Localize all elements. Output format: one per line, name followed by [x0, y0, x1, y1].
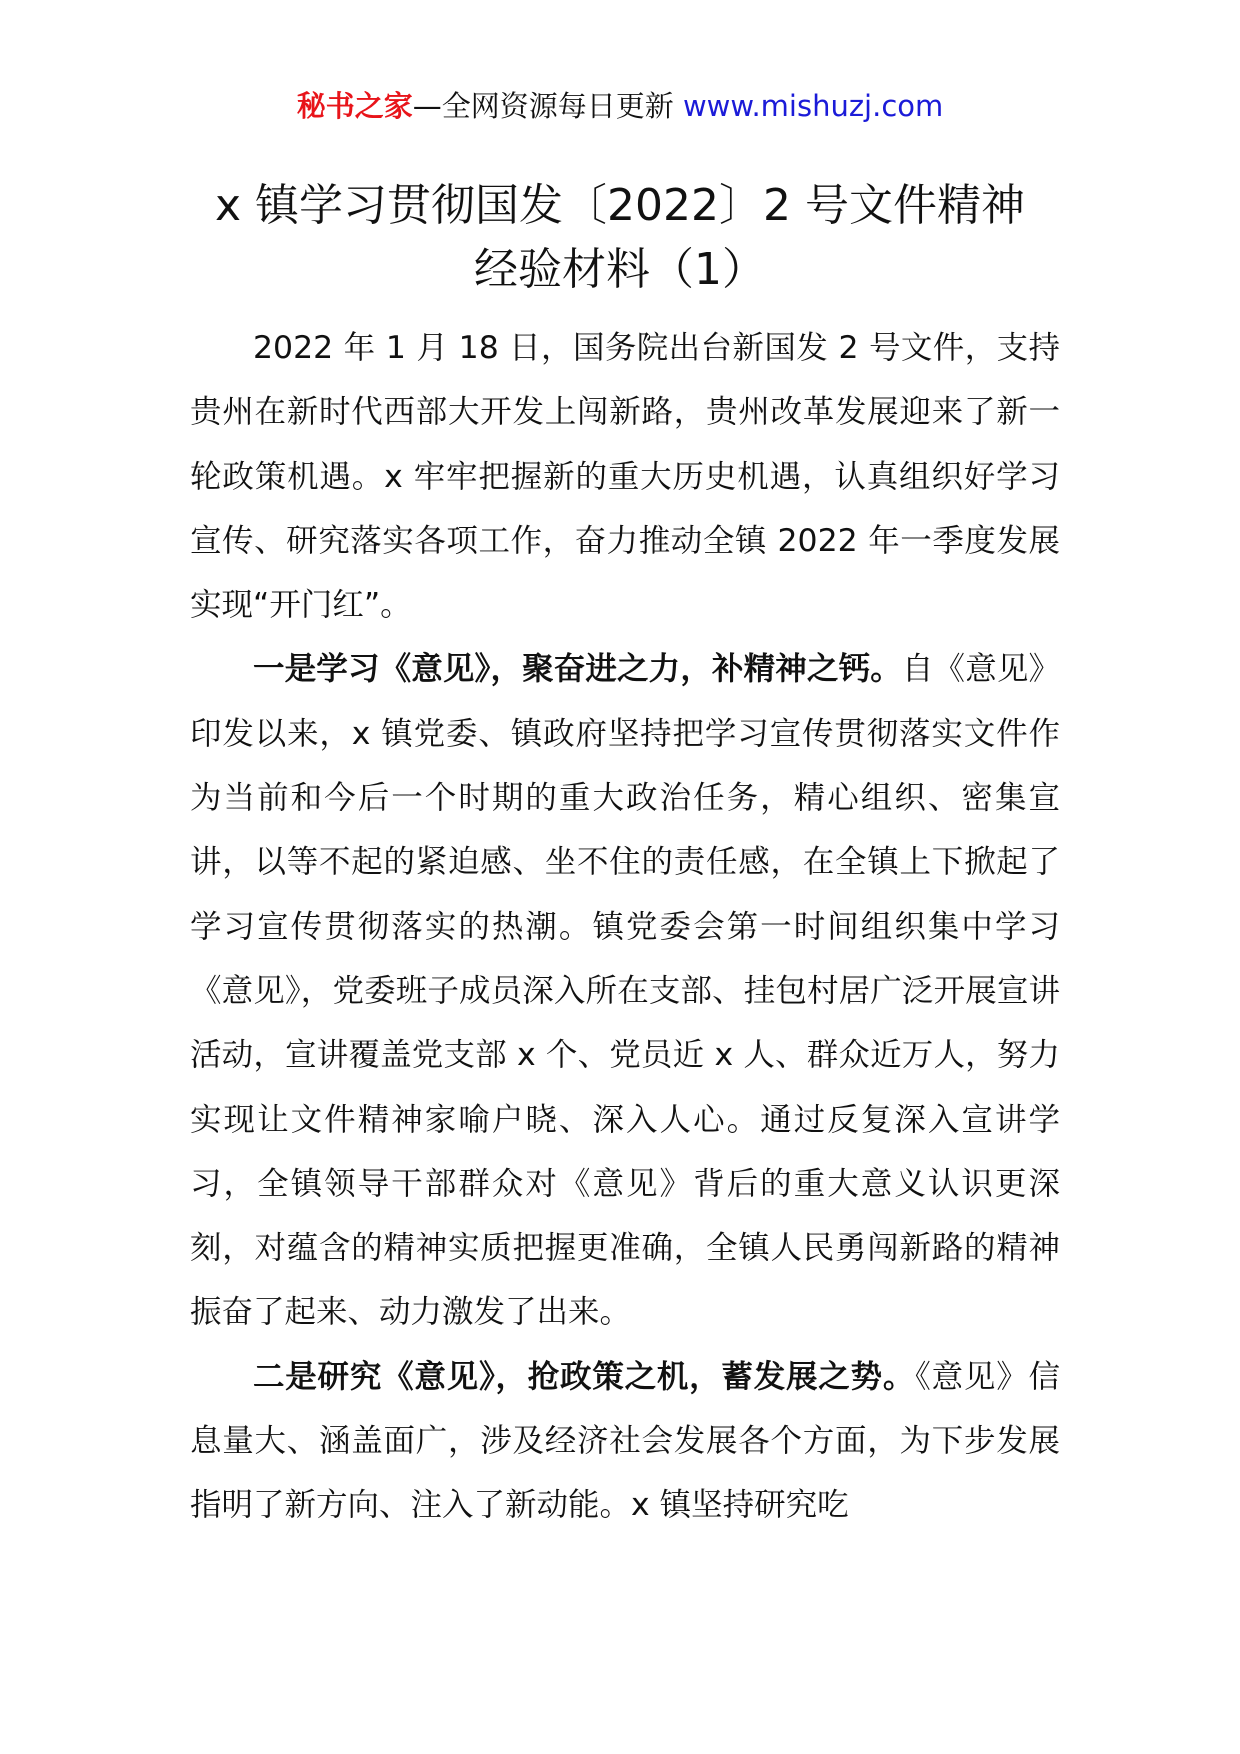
paragraph-heading: 二是研究《意见》，抢政策之机，蓄发展之势。 [253, 1358, 916, 1395]
title-line-1: x 镇学习贯彻国发〔2022〕2 号文件精神 [215, 180, 1025, 231]
paragraph-intro [190, 316, 1060, 637]
paragraph-text: 《意见》信息量大、涵盖面广，涉及经济社会发展各个方面，为下步发展指明了新方向、注入了新动能。x 镇坚持研究吃 [190, 1358, 1060, 1524]
paragraph-research [190, 1345, 1060, 1538]
brand-name: 秘书之家 [296, 89, 413, 123]
paragraph-text: 2022 年 1 月 18 日，国务院出台新国发 2 号文件，支持贵州在新时代西部大开发上闯新路，贵州改革发展迎来了新一轮政策机遇。x 牢牢把握新的重大历史机遇，认真组织好学习宣传、研究落实各项工作，奋力推动全镇 2022 年一季度发展实现“开门红”。 [190, 330, 1060, 624]
paragraph-study [190, 637, 1060, 1344]
site-url-link[interactable]: www.mishuzj.com [682, 89, 944, 123]
site-banner [0, 86, 1240, 126]
paragraph-text: 自《意见》印发以来，x 镇党委、镇政府坚持把学习宣传贯彻落实文件作为当前和今后一个时期的重大政治任务，精心组织、密集宣讲，以等不起的紧迫感、坐不住的责任感，在全镇上下掀起了学习宣传贯彻落实的热潮。镇党委会第一时间组织集中学习《意见》，党委班子成员深入所在支部、挂包村居广泛开展宣讲活动，宣讲覆盖党支部 x 个、党员近 x 人、群众近万人，努力实现让文件精神家喻户晓、深入人心。通过反复深入宣讲学习，全镇领导干部群众对《意见》背后的重大意义认识更深刻，对蕴含的精神实质把握更准确，全镇人民勇闯新路的精神振奋了起来、动力激发了出来。 [190, 651, 1060, 1331]
document-title [170, 174, 1070, 302]
title-line-2: 经验材料（1） [474, 244, 766, 295]
banner-slogan: —全网资源每日更新 [412, 89, 674, 123]
paragraph-heading: 一是学习《意见》，聚奋进之力，补精神之钙。 [253, 651, 902, 688]
document-body [190, 316, 1060, 1538]
